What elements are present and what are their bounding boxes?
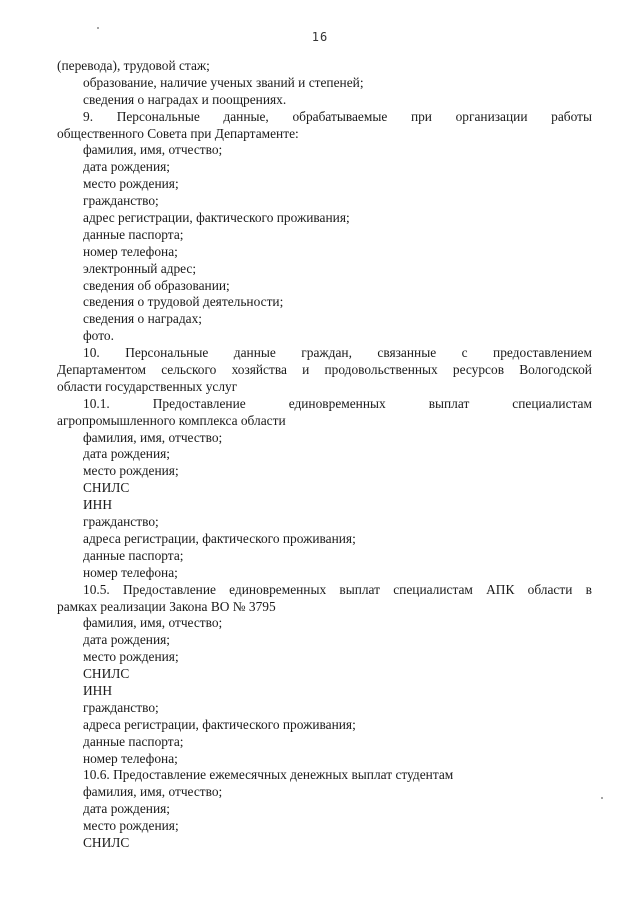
heading-word: работы [551,108,592,124]
page-number: 16 [311,30,329,44]
text-line: агропромышленного комплекса области [57,412,286,428]
list-item: гражданство; [83,699,159,715]
list-item: дата рождения; [83,632,170,648]
scan-speck [601,797,603,799]
section-heading-10-5 [57,582,592,599]
heading-word: АПК [486,581,515,597]
list-item: место рождения; [83,818,179,834]
list-item: гражданство; [83,193,159,209]
heading-word: 10.5. [83,581,110,597]
heading-word: единовременных [288,395,386,411]
list-item: номер телефона; [83,750,178,766]
text-line: общественного Совета при Департаменте: [57,125,299,141]
heading-word: в [585,581,592,597]
heading-word: с [461,345,468,361]
section-heading-10-1 [57,396,592,413]
heading-word: Предоставление [152,395,246,411]
section-heading-10 [57,345,592,362]
heading-word: предоставлением [493,345,592,361]
heading-word: 9. [83,108,94,124]
heading-word: граждан, [301,345,352,361]
list-item: СНИЛС [83,666,130,682]
list-item: сведения об образовании; [83,277,230,293]
list-item: СНИЛС [83,480,130,496]
heading-word: выплат [428,395,470,411]
list-item: сведения о наградах; [83,311,203,327]
heading-word: выплат [339,581,381,597]
heading-word: хозяйства [231,362,287,378]
heading-word: и [302,362,310,378]
heading-word: 10. [83,345,100,361]
scan-speck [97,27,99,29]
list-item: данные паспорта; [83,226,184,242]
list-item: СНИЛС [83,834,130,850]
text-line: образование, наличие ученых званий и степеней; [83,74,364,90]
text-line: (перевода), трудовой стаж; [57,58,210,73]
document-body [57,58,592,852]
list-item: место рождения; [83,463,179,479]
list-item: ИНН [83,682,113,698]
list-item: дата рождения; [83,446,170,462]
list-item: сведения о трудовой деятельности; [83,294,284,310]
heading-word: сельского [161,362,217,378]
heading-word: Департаментом [57,362,147,378]
text-line: рамках реализации Закона ВО № 3795 [57,598,276,614]
heading-word: данные [233,345,276,361]
list-item: фамилия, имя, отчество; [83,615,223,631]
heading-word: при [410,108,432,124]
list-item: номер телефона; [83,564,178,580]
heading-word: связанные [377,345,437,361]
text-line: сведения о наградах и поощрениях. [83,91,287,107]
list-item: фамилия, имя, отчество; [83,142,223,158]
list-item: место рождения; [83,176,179,192]
list-item: фамилия, имя, отчество; [83,784,223,800]
list-item: ИНН [83,497,113,513]
list-item: данные паспорта; [83,547,184,563]
heading-word: специалистам [393,581,473,597]
list-item: место рождения; [83,649,179,665]
heading-word: организации [455,108,528,124]
justified-line [57,362,592,379]
heading-word: 10.1. [83,395,110,411]
list-item: адреса регистрации, фактического проживания; [83,716,356,732]
list-item: фото. [83,328,114,344]
list-item: адреса регистрации, фактического проживания; [83,530,356,546]
list-item: адрес регистрации, фактического проживания; [83,210,350,226]
heading-word: продовольственных [324,362,438,378]
heading-word: ресурсов [452,362,505,378]
list-item: номер телефона; [83,243,178,259]
heading-word: единовременных [229,581,327,597]
list-item: дата рождения; [83,801,170,817]
list-item: электронный адрес; [83,260,197,276]
heading-word: области [527,581,573,597]
section-heading-9 [57,109,592,126]
heading-word: данные, [223,108,269,124]
heading-word: Вологодской [519,362,592,378]
text-line: области государственных услуг [57,378,238,394]
heading-word: Персональные [116,108,200,124]
section-heading-10-6: 10.6. Предоставление ежемесячных денежных выплат студентам [83,767,454,783]
list-item: данные паспорта; [83,733,184,749]
heading-word: специалистам [512,395,592,411]
list-item: фамилия, имя, отчество; [83,429,223,445]
list-item: гражданство; [83,514,159,530]
heading-word: Персональные [125,345,209,361]
heading-word: обрабатываемые [292,108,388,124]
heading-word: Предоставление [123,581,216,597]
list-item: дата рождения; [83,159,170,175]
